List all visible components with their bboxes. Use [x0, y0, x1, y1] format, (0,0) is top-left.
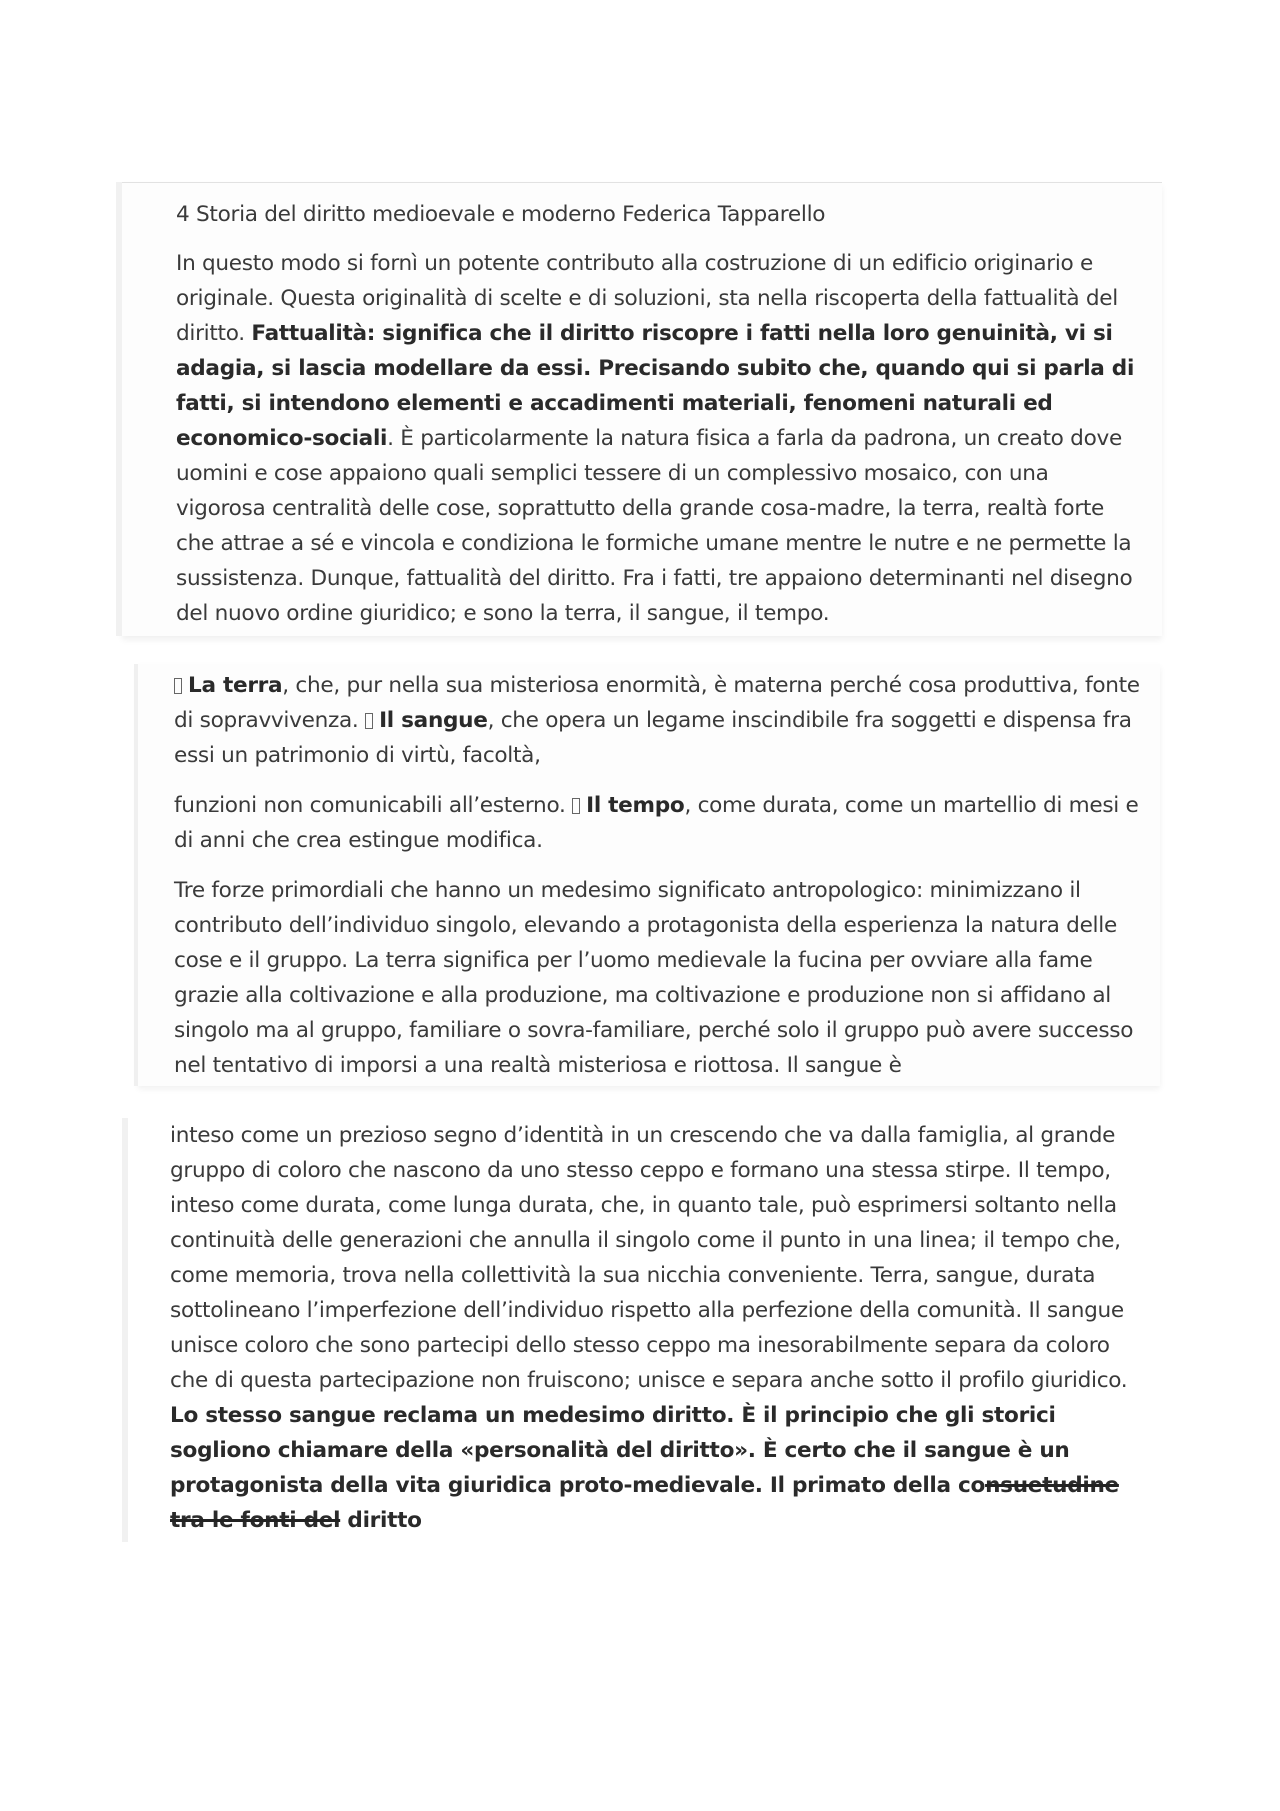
paragraph-fattualita [176, 246, 1142, 631]
bullet-glyph-icon [174, 678, 182, 694]
bullet-glyph-icon [365, 713, 373, 729]
paragraph-text: , come durata, come un martellio di mesi e di anni che crea estingue modifica. [174, 793, 1139, 853]
bold-definition: Fattualità: significa che il diritto riscopre i fatti nella loro genuinità, vi si adagia, si lascia modellare da essi. Precisando subito che, quando qui si parla di fatti, si intendono elementi e accadimenti materiali, fenomeni naturali ed economico-sociali [176, 321, 1135, 451]
paragraph-terra-sangue [174, 668, 1140, 773]
paragraph-sangue [170, 1118, 1148, 1538]
paragraph-text: , che, pur nella sua misteriosa enormità, è materna perché cosa produttiva, fonte di sopravvivenza. [174, 673, 1140, 733]
bold-tempo: Il tempo [586, 793, 685, 818]
page-header: 4 Storia del diritto medioevale e moderno Federica Tapparello [176, 202, 826, 227]
paragraph-text: inteso come un prezioso segno d’identità in un crescendo che va dalla famiglia, al grande gruppo di coloro che nascono da uno stesso ceppo e formano una stessa stirpe. Il tempo, inteso come durata, come lunga durata, che, in quanto tale, può esprimersi soltanto nella continuità delle generazioni che annulla il singolo come il punto in una linea; il tempo che, come memoria, trova nella collettività la sua nicchia conveniente. Terra, sangue, durata sottolineano l’imperfezione dell’individuo rispetto alla perfezione della comunità. Il sangue unisce coloro che sono partecipi dello stesso ceppo ma inesorabilmente separa da coloro che di questa partecipazione non fruiscono; unisce e separa anche sotto il profilo giuridico. [170, 1123, 1128, 1393]
paragraph-text: , che opera un legame inscindibile fra soggetti e dispensa fra essi un patrimonio di virtù, facoltà, [174, 708, 1132, 768]
paragraph-tre-forze: Tre forze primordiali che hanno un medesimo significato antropologico: minimizzano il contributo dell’individuo singolo, elevando a protagonista della esperienza la natura delle cose e il gruppo. La terra significa per l’uomo medievale la fucina per ovviare alla fame grazie alla coltivazione e alla produzione, ma coltivazione e produzione non si affidano al singolo ma al gruppo, familiare o sovra-familiare, perché solo il gruppo può avere successo nel tentativo di imporsi a una realtà misteriosa e riottosa. Il sangue è [174, 878, 1134, 1078]
bold-personalita: Lo stesso sangue reclama un medesimo diritto. È il principio che gli storici sogliono chiamare della «personalità del diritto». È certo che il sangue è un protagonista della vita giuridica proto-medievale. Il primato della co [170, 1403, 1070, 1498]
paragraph-tempo [174, 788, 1140, 858]
paragraph-text: . È particolarmente la natura fisica a farla da padrona, un creato dove uomini e cose appaiono quali semplici tessere di un complessivo mosaico, con una vigorosa centralità delle cose, soprattutto della grande cosa-madre, la terra, realtà forte che attrae a sé e vincola e condiziona le formiche umane mentre le nutre e ne permette la sussistenza. Dunque, fattualità del diritto. Fra i fatti, tre appaiono determinanti nel disegno del nuovo ordine giuridico; e sono la terra, il sangue, il tempo. [176, 426, 1133, 626]
page-card-3 [122, 1118, 1162, 1542]
paragraph-text: In questo modo si fornì un potente contributo alla costruzione di un edificio originario e originale. Questa originalità di scelte e di soluzioni, sta nella riscoperta della fattualità del diritto. [176, 251, 1118, 346]
bold-terra: La terra [188, 673, 283, 698]
bullet-glyph-icon [572, 798, 580, 814]
struck-text: nsuetudine tra le fonti del [170, 1473, 1119, 1533]
bold-end: diritto [340, 1508, 422, 1533]
bold-sangue: Il sangue [379, 708, 488, 733]
page-card-1 [122, 182, 1162, 636]
page-card-2 [138, 664, 1160, 1086]
paragraph-text: funzioni non comunicabili all’esterno. [174, 793, 573, 818]
